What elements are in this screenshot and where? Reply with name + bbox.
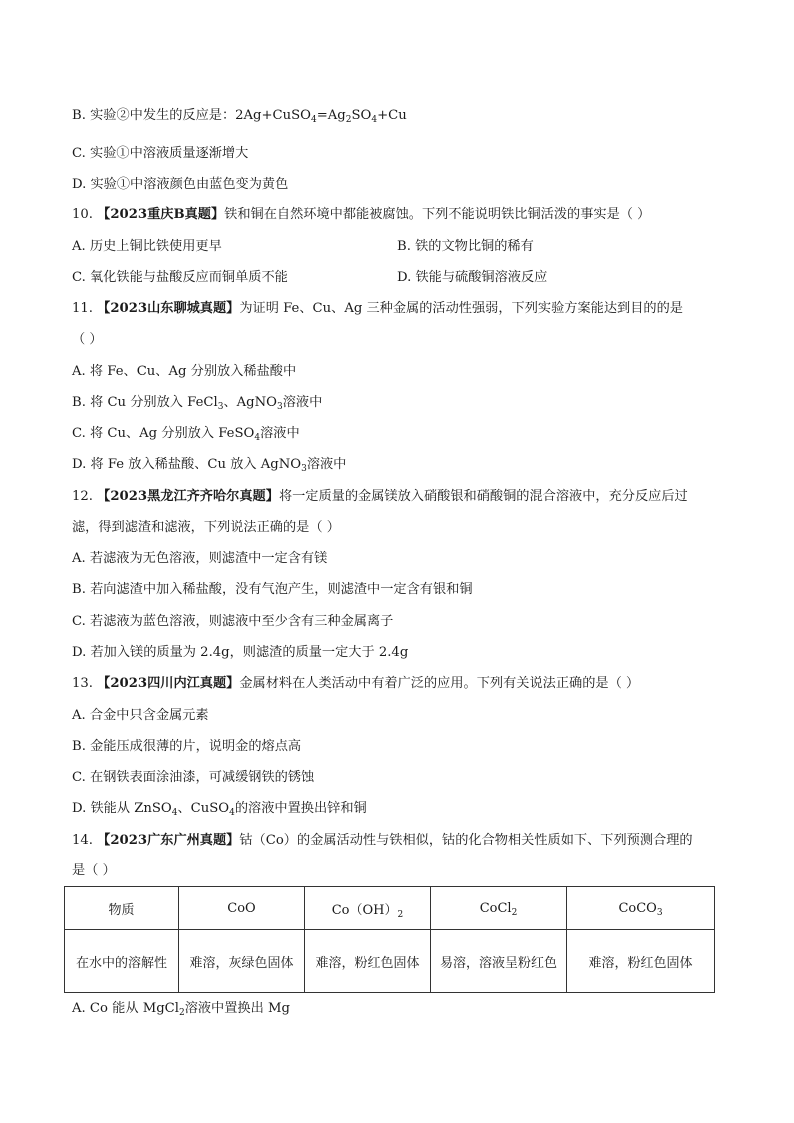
q10-source-tag: 【2023重庆B真题】 xyxy=(97,207,225,222)
q13-option-d: D. 铁能从 ZnSO$_4$、CuSO$_4$的溶液中置换出锌和铜 xyxy=(72,801,367,818)
q11-option-b: B. 将 Cu 分别放入 FeCl$_3$、AgNO$_3$溶液中 xyxy=(72,395,323,412)
q10-options-row1 xyxy=(72,238,724,256)
table-header-cell: CoCO$_3$ xyxy=(567,887,715,930)
q13-option-b: B. 金能压成很薄的片，说明金的熔点高 xyxy=(72,739,302,754)
q13-source-tag: 【2023四川内江真题】 xyxy=(97,676,240,691)
table-header-cell: CoCl$_2$ xyxy=(431,887,567,930)
q10-option-d: D. 铁能与硫酸铜溶液反应 xyxy=(397,270,548,285)
q10-option-a: A. 历史上铜比铁使用更早 xyxy=(72,239,222,254)
table-cell: 易溶，溶液呈粉红色 xyxy=(431,930,567,993)
q11-stem: 11. 【2023山东聊城真题】为证明 Fe、Cu、Ag 三种金属的活动性强弱，下列实验方案能达到目的的是 xyxy=(72,301,683,316)
table-row xyxy=(65,930,715,993)
q13-option-a: A. 合金中只含金属元素 xyxy=(72,708,209,723)
q14-option-a: A. Co 能从 MgCl$_2$溶液中置换出 Mg xyxy=(72,1001,290,1018)
q12-source-tag: 【2023黑龙江齐齐哈尔真题】 xyxy=(97,489,279,504)
q9-option-b: B. 实验②中发生的反应是：$2Ag+CuSO_4=Ag_2SO_4+Cu$ xyxy=(72,108,407,125)
q14-stem-cont: 是（ ） xyxy=(72,863,116,878)
table-cell: 难溶，灰绿色固体 xyxy=(179,930,305,993)
q10-option-c: C. 氧化铁能与盐酸反应而铜单质不能 xyxy=(72,270,288,285)
q12-option-b: B. 若向滤渣中加入稀盐酸，没有气泡产生，则滤渣中一定含有银和铜 xyxy=(72,582,473,597)
cobalt-properties-table xyxy=(64,886,715,993)
table-header-cell: 物质 xyxy=(65,887,179,930)
q9-option-d: D. 实验①中溶液颜色由蓝色变为黄色 xyxy=(72,177,289,192)
q11-option-a: A. 将 Fe、Cu、Ag 分别放入稀盐酸中 xyxy=(72,364,297,379)
table-header-cell: CoO xyxy=(179,887,305,930)
q12-stem-cont: 滤，得到滤渣和滤液，下列说法正确的是（ ） xyxy=(72,520,340,535)
table-cell: 难溶，粉红色固体 xyxy=(567,930,715,993)
q10-options-row2 xyxy=(72,269,724,287)
q11-answer-paren: （ ） xyxy=(72,332,103,347)
q11-option-c: C. 将 Cu、Ag 分别放入 FeSO$_4$溶液中 xyxy=(72,426,300,443)
q12-stem: 12. 【2023黑龙江齐齐哈尔真题】将一定质量的金属镁放入硝酸银和硝酸铜的混合溶液中，充分反应后过 xyxy=(72,489,688,504)
table-header-row xyxy=(65,887,715,930)
q11-source-tag: 【2023山东聊城真题】 xyxy=(97,301,240,316)
q12-option-a: A. 若滤液为无色溶液，则滤渣中一定含有镁 xyxy=(72,551,328,566)
q9-option-c: C. 实验①中溶液质量逐渐增大 xyxy=(72,146,249,161)
q13-stem: 13. 【2023四川内江真题】金属材料在人类活动中有着广泛的应用。下列有关说法正确的是（ ） xyxy=(72,676,640,691)
q13-option-c: C. 在钢铁表面涂油漆，可减缓钢铁的锈蚀 xyxy=(72,770,315,785)
table-header-cell: $Co(OH)_2$ xyxy=(305,887,431,930)
q11-option-d: D. 将 Fe 放入稀盐酸、Cu 放入 AgNO$_3$溶液中 xyxy=(72,457,347,474)
table-cell: 难溶，粉红色固体 xyxy=(305,930,431,993)
table-row-label: 在水中的溶解性 xyxy=(65,930,179,993)
q10-option-b: B. 铁的文物比铜的稀有 xyxy=(397,239,534,254)
q12-option-c: C. 若滤液为蓝色溶液，则滤液中至少含有三种金属离子 xyxy=(72,614,394,629)
q10-stem: 10. 【2023重庆B真题】铁和铜在自然环境中都能被腐蚀。下列不能说明铁比铜活泼的事实是（ ） xyxy=(72,207,651,222)
q14-stem: 14. 【2023广东广州真题】钴（Co）的金属活动性与铁相似，钴的化合物相关性质如下、下列预测合理的 xyxy=(72,833,693,848)
q14-source-tag: 【2023广东广州真题】 xyxy=(97,833,240,848)
q12-option-d: D. 若加入镁的质量为 2.4g，则滤渣的质量一定大于 2.4g xyxy=(72,645,409,660)
